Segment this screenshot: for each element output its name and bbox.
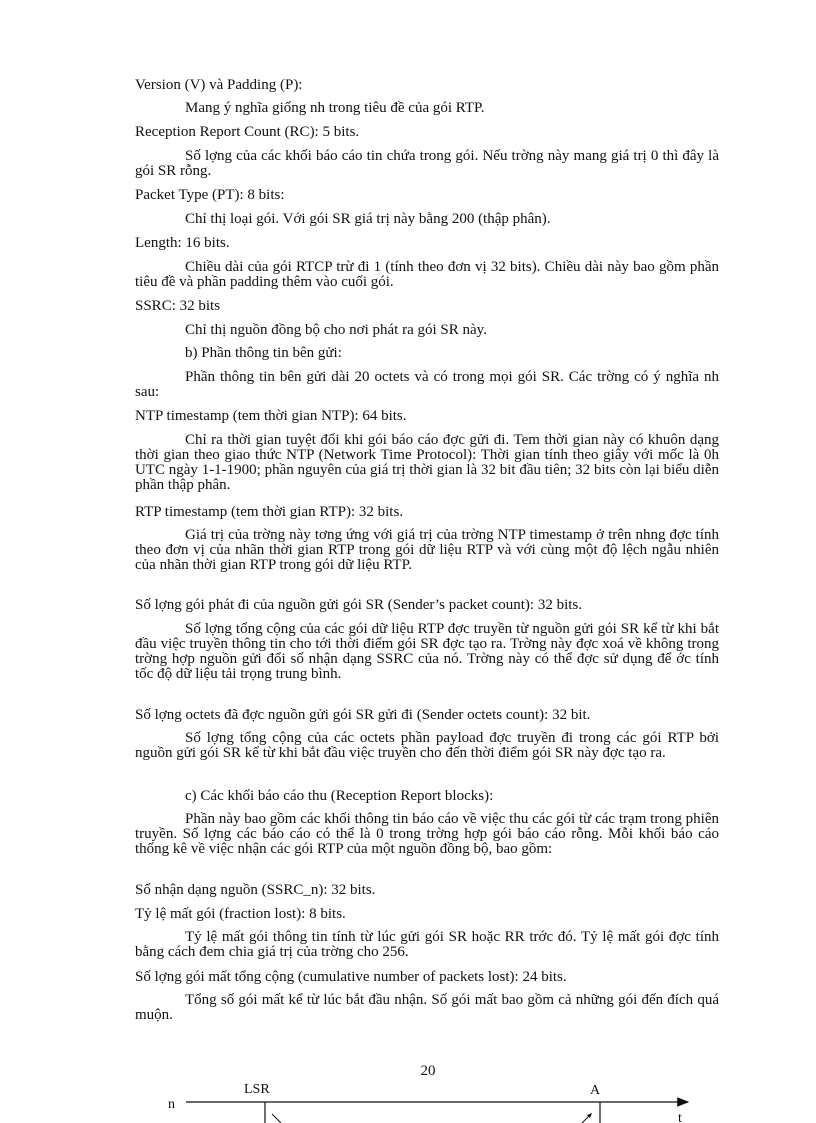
page-number: 20 (420, 1063, 436, 1079)
body-paragraph: c) Các khối báo cáo thu (Reception Report blocks): (185, 788, 494, 804)
section-heading: Số nhận dạng nguồn (SSRC_n): 32 bits. (135, 883, 376, 898)
timeline-right-label: t (678, 1111, 682, 1123)
body-paragraph: Số lợng của các khối báo cáo tin chứa trong gói. Nếu trờng này mang giá trị 0 thì đây là gói SR rỗng. (135, 148, 719, 179)
section-heading: NTP timestamp (tem thời gian NTP): 64 bits. (135, 409, 407, 424)
lsr-label: LSR (244, 1082, 270, 1097)
body-paragraph: Phần thông tin bên gửi dài 20 octets và có trong mọi gói SR. Các trờng có ý nghĩa nh sau: (135, 369, 719, 400)
timeline-left-label: n (168, 1097, 175, 1112)
section-heading: Số lợng gói mất tổng cộng (cumulative number of packets lost): 24 bits. (135, 970, 567, 985)
body-paragraph: Tổng số gói mất kể từ lúc bắt đầu nhận. Số gói mất bao gồm cả những gói đến đích quá muộn. (135, 992, 719, 1023)
section-heading: Số lợng octets đã đợc nguồn gửi gói SR gửi đi (Sender octets count): 32 bit. (135, 708, 591, 723)
body-paragraph: Chỉ ra thời gian tuyệt đối khi gói báo cáo đợc gửi đi. Tem thời gian này có khuôn dạng thời gian theo giao thức NTP (Network Time Protocol): Thời gian tính theo giây với mốc là 0h UTC ngày 1-1-1900; phần nguyên của giá trị thời gian là 32 bit đầu tiên; 32 bits còn lại biểu diễn phần thập phân. (135, 432, 719, 493)
body-paragraph: Số lợng tổng cộng của các gói dữ liệu RTP đợc truyền từ nguồn gửi gói SR kể từ khi bắt đầu việc truyền thông tin cho tới thời điểm gói SR đợc tạo ra. Trờng này đợc xoá về không trong trờng hợp nguồn gửi đổi số nhận dạng SSRC của nó. Trờng này có thể đợc sử dụng để ớc tính tốc độ dữ liệu tải trọng trung bình. (135, 621, 719, 682)
body-paragraph: Tỷ lệ mất gói thông tin tính từ lúc gửi gói SR hoặc RR trớc đó. Tỷ lệ mất gói đợc tính bằng cách đem chia giá trị của trờng cho 256. (135, 929, 719, 960)
section-heading: SSRC: 32 bits (135, 299, 221, 314)
section-heading: Version (V) và Padding (P): (135, 78, 303, 93)
body-paragraph: Mang ý nghĩa giống nh trong tiêu đề của gói RTP. (185, 100, 485, 116)
body-paragraph: Phần này bao gồm các khối thông tin báo cáo về việc thu các gói từ các trạm trong phiên truyền. Số lợng các báo cáo có thể là 0 trong trờng hợp gói báo cáo rỗng. Mỗi khối báo cáo thống kê về việc nhận các gói RTP của một nguồn đồng bộ, bao gồm: (135, 811, 719, 857)
section-heading: Packet Type (PT): 8 bits: (135, 188, 285, 203)
section-heading: Length: 16 bits. (135, 236, 230, 251)
timeline-diagram (0, 1078, 816, 1123)
body-paragraph: Chỉ thị nguồn đồng bộ cho nơi phát ra gói SR này. (185, 322, 487, 338)
body-paragraph: Số lợng tổng cộng của các octets phần payload đợc truyền đi trong các gói RTP bởi nguồn gửi gói SR kể từ khi bắt đầu việc truyền cho đến thời điểm gói SR này đợc tạo ra. (135, 730, 719, 761)
section-heading: Số lợng gói phát đi của nguồn gửi gói SR (Sender’s packet count): 32 bits. (135, 598, 582, 613)
section-heading: RTP timestamp (tem thời gian RTP): 32 bits. (135, 505, 404, 520)
section-heading: Tỷ lệ mất gói (fraction lost): 8 bits. (135, 907, 346, 922)
body-paragraph: Giá trị của trờng này tơng ứng với giá trị của trờng NTP timestamp ở trên nhng đợc tính theo đơn vị của nhãn thời gian RTP trong gói dữ liệu RTP và với cùng một độ lệch ngẫu nhiên của nhãn thời gian RTP trong gói dữ liệu RTP. (135, 527, 719, 573)
a-label: A (590, 1083, 601, 1098)
section-heading: Reception Report Count (RC): 5 bits. (135, 125, 360, 140)
body-paragraph: b) Phần thông tin bên gửi: (185, 345, 342, 361)
body-paragraph: Chiều dài của gói RTCP trừ đi 1 (tính theo đơn vị 32 bits). Chiều dài này bao gồm phần tiêu đề và phần padding thêm vào cuối gói. (135, 259, 719, 290)
body-paragraph: Chỉ thị loại gói. Với gói SR giá trị này bằng 200 (thập phân). (185, 211, 551, 227)
lsr-diagonal (272, 1114, 281, 1123)
